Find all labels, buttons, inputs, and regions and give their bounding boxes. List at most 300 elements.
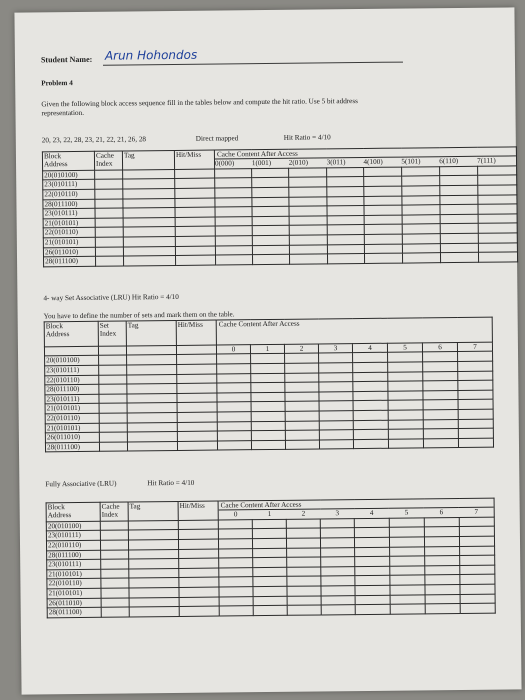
blank-cell [179, 568, 219, 578]
blank-cell [177, 364, 217, 374]
blank-cell [364, 234, 402, 244]
blank-cell [423, 429, 458, 439]
header-block: Block [47, 503, 65, 512]
blank-cell [101, 598, 129, 608]
blank-cell [364, 176, 402, 186]
blank-cell [390, 604, 425, 614]
blank-cell [388, 371, 423, 381]
blank-cell [179, 606, 219, 616]
blank-cell [123, 256, 175, 266]
blank-cell [389, 527, 424, 537]
way-label: 3 [318, 344, 352, 354]
blank-cell [286, 538, 320, 548]
blank-cell [128, 530, 178, 540]
blank-cell [319, 391, 353, 401]
blank-cell [99, 423, 127, 433]
blank-cell [252, 245, 289, 255]
blank-cell [129, 568, 179, 578]
blank-cell [123, 169, 175, 179]
blank-cell [353, 362, 388, 372]
blank-cell [217, 440, 251, 450]
blank-cell [175, 236, 215, 246]
blank-cell [354, 528, 389, 538]
header-block: Block [43, 152, 62, 161]
header-index: Index [95, 160, 113, 169]
blank-cell [123, 217, 175, 227]
fully-col-cache-index [100, 502, 128, 521]
blank-cell [217, 412, 251, 422]
blank-cell [460, 603, 495, 613]
blank-cell [402, 253, 440, 263]
blank-cell [252, 206, 289, 216]
blank-cell [327, 186, 364, 196]
blank-cell [100, 521, 128, 531]
direct-col-hitmiss: Hit/Miss [174, 150, 214, 169]
block-address-cell: 28(011100) [43, 199, 95, 209]
block-address-cell: 23(010111) [45, 394, 99, 404]
blank-cell [219, 587, 253, 597]
blank-cell [319, 411, 353, 421]
block-address-cell: 22(010110) [46, 540, 100, 550]
problem-number: Problem 4 [41, 79, 73, 88]
blank-cell [289, 244, 327, 254]
blank-cell [458, 361, 493, 371]
way-label: 6 [422, 343, 457, 353]
blank-cell [440, 204, 478, 214]
block-address-cell: 21(010101) [45, 404, 99, 414]
blank-cell [424, 517, 459, 527]
blank-cell [123, 227, 175, 237]
blank-cell [353, 410, 388, 420]
blank-cell [99, 394, 127, 404]
blank-cell [175, 255, 215, 265]
blank-cell [458, 380, 493, 390]
blank-cell [353, 353, 388, 363]
blank-cell [390, 546, 425, 556]
blank-cell [319, 382, 353, 392]
blank-cell [440, 214, 478, 224]
blank-cell [458, 371, 493, 381]
blank-cell [123, 179, 175, 189]
blank-cell [389, 537, 424, 547]
blank-cell [123, 236, 175, 246]
blank-cell [179, 549, 219, 559]
blank-cell [285, 373, 319, 383]
blank-cell [353, 439, 388, 449]
blank-cell [253, 558, 287, 568]
blank-cell [458, 400, 493, 410]
blank-cell [289, 196, 327, 206]
blank-cell [285, 430, 319, 440]
blank-cell [252, 538, 286, 548]
blank-cell [289, 254, 327, 264]
blank-cell [175, 198, 215, 208]
blank-cell [285, 363, 319, 373]
worksheet-page [14, 7, 521, 694]
block-address-cell: 21(010101) [47, 588, 101, 598]
blank-cell [287, 567, 321, 577]
blank-cell [253, 605, 287, 615]
blank-cell [390, 594, 425, 604]
blank-cell [289, 177, 327, 187]
blank-cell [423, 400, 458, 410]
blank-cell [99, 365, 127, 375]
block-address-cell: 28(011100) [45, 442, 99, 452]
blank-cell [175, 226, 215, 236]
blank-cell [95, 227, 123, 237]
blank-cell [285, 421, 319, 431]
blank-cell [177, 374, 217, 384]
blank-cell [253, 586, 287, 596]
blank-cell [177, 412, 217, 422]
blank-cell [321, 576, 355, 586]
blank-cell [252, 519, 286, 529]
block-address-cell: 26(011010) [45, 432, 99, 442]
blank-cell [99, 432, 127, 442]
blank-cell [402, 176, 440, 186]
blank-cell [219, 596, 253, 606]
blank-cell [388, 439, 423, 449]
block-address-cell: 20(010100) [46, 521, 100, 531]
direct-hit-ratio: Hit Ratio = 4/10 [283, 133, 331, 142]
blank-cell [423, 390, 458, 400]
blank-cell [327, 225, 364, 235]
blank-cell [129, 549, 179, 559]
blank-cell [99, 442, 127, 452]
blank-cell [251, 411, 285, 421]
blank-cell [458, 419, 493, 429]
blank-cell [251, 430, 285, 440]
blank-cell [289, 235, 327, 245]
way-label: 5 [387, 343, 422, 353]
blank-cell [252, 226, 289, 236]
blank-cell [285, 401, 319, 411]
block-address-cell: 21(010101) [43, 218, 95, 228]
blank-cell [127, 432, 177, 442]
block-address-cell: 20(010100) [45, 356, 99, 366]
blank-cell [99, 403, 127, 413]
blank-cell [353, 420, 388, 430]
blank-cell [478, 252, 517, 262]
blank-cell [127, 393, 177, 403]
blank-cell [458, 390, 493, 400]
fully-table [46, 498, 496, 618]
blank-cell [321, 566, 355, 576]
blank-cell [95, 170, 123, 180]
blank-cell [44, 346, 98, 356]
blank-cell [215, 226, 252, 236]
blank-cell [458, 428, 493, 438]
blank-cell [353, 372, 388, 382]
blank-cell [458, 352, 493, 362]
blank-cell [425, 604, 460, 614]
blank-cell [127, 412, 177, 422]
blank-cell [364, 205, 402, 215]
blank-cell [320, 528, 354, 538]
blank-cell [127, 403, 177, 413]
blank-cell [327, 244, 364, 254]
blank-cell [327, 215, 364, 225]
blank-cell [289, 216, 327, 226]
blank-cell [177, 383, 217, 393]
blank-cell [327, 254, 364, 264]
direct-col-block [42, 151, 94, 170]
blank-cell [364, 224, 402, 234]
blank-cell [175, 188, 215, 198]
blank-cell [251, 373, 285, 383]
blank-cell [215, 216, 252, 226]
blank-cell [126, 345, 176, 355]
way-label: 2 [286, 509, 320, 519]
blank-cell [289, 187, 327, 197]
blank-cell [175, 246, 215, 256]
blank-cell [478, 194, 517, 204]
blank-cell [99, 384, 127, 394]
header-address: Address [47, 511, 72, 520]
blank-cell [353, 391, 388, 401]
blank-cell [127, 441, 177, 451]
blank-cell [402, 205, 440, 215]
blank-cell [327, 234, 364, 244]
blank-cell [364, 244, 402, 254]
blank-cell [177, 402, 217, 412]
blank-cell [179, 597, 219, 607]
block-address-cell: 28(011100) [47, 607, 101, 617]
blank-cell [253, 548, 287, 558]
blank-cell [388, 410, 423, 420]
blank-cell [217, 354, 251, 364]
blank-cell [218, 529, 252, 539]
header-address: Address [45, 330, 70, 339]
blank-cell [101, 578, 129, 588]
blank-cell [218, 539, 252, 549]
way-label: 7 [457, 342, 492, 352]
block-address-cell: 23(010111) [43, 180, 95, 190]
blank-cell [319, 439, 353, 449]
direct-mapped-label: Direct mapped [195, 134, 239, 143]
blank-cell [175, 217, 215, 227]
way-label: 3 [320, 509, 354, 519]
blank-cell [95, 237, 123, 247]
blank-cell [478, 233, 517, 243]
blank-cell [127, 422, 177, 432]
content-header-label: Cache Content After Access [218, 319, 300, 329]
access-sequence: 20, 23, 22, 28, 23, 21, 22, 21, 26, 28 [41, 135, 147, 145]
way-label: 0 [216, 345, 250, 355]
header-block: Block [45, 322, 63, 331]
blank-cell [127, 384, 177, 394]
blank-cell [319, 363, 353, 373]
blank-cell [219, 606, 253, 616]
blank-cell [252, 529, 286, 539]
blank-cell [364, 215, 402, 225]
way-label: 5 [389, 508, 424, 518]
fully-col-block [46, 502, 100, 521]
line-label: 1(001) [252, 158, 289, 168]
blank-cell [129, 597, 179, 607]
blank-cell [101, 607, 129, 617]
blank-cell [253, 577, 287, 587]
blank-cell [425, 546, 460, 556]
student-name-handwritten: Arun Hohondos [104, 47, 198, 63]
block-address-cell: 28(011100) [44, 256, 96, 266]
block-address-cell: 22(010110) [43, 228, 95, 238]
blank-cell [354, 518, 389, 528]
blank-cell [179, 577, 219, 587]
blank-cell [425, 565, 460, 575]
instructions-line-1: Given the following block access sequence fill in the tables below and compute the hit ratio. Use 5 bit address [41, 97, 358, 109]
blank-cell [402, 234, 440, 244]
blank-cell [321, 595, 355, 605]
line-label: 7(111) [477, 156, 516, 166]
blank-cell [425, 556, 460, 566]
blank-cell [390, 575, 425, 585]
header-index: Index [101, 510, 119, 520]
line-label: 2(010) [289, 158, 327, 168]
blank-cell [440, 233, 478, 243]
blank-cell [128, 520, 178, 530]
fourway-col-content [216, 317, 492, 345]
blank-cell [460, 584, 495, 594]
blank-cell [355, 595, 390, 605]
blank-cell [178, 539, 218, 549]
blank-cell [129, 607, 179, 617]
content-header-label: Cache Content After Access [220, 500, 302, 510]
blank-cell [321, 547, 355, 557]
blank-cell [478, 166, 517, 176]
block-address-cell: 22(010110) [43, 189, 95, 199]
blank-cell [99, 375, 127, 385]
blank-cell [327, 177, 364, 187]
header-cache: Cache [101, 502, 120, 511]
blank-cell [251, 363, 285, 373]
blank-cell [285, 353, 319, 363]
block-address-cell: 22(010110) [47, 579, 101, 589]
blank-cell [215, 178, 252, 188]
blank-cell [177, 441, 217, 451]
blank-cell [440, 185, 478, 195]
way-label: 4 [352, 343, 387, 353]
blank-cell [355, 585, 390, 595]
blank-cell [353, 401, 388, 411]
fourway-col-block [44, 321, 98, 347]
line-label: 5(101) [401, 157, 439, 167]
blank-cell [423, 362, 458, 372]
blank-cell [424, 537, 459, 547]
blank-cell [287, 548, 321, 558]
blank-cell [128, 539, 178, 549]
blank-cell [355, 576, 390, 586]
fourway-table [44, 317, 494, 453]
student-name-label: Student Name: [40, 54, 93, 65]
blank-cell [218, 519, 252, 529]
blank-cell [364, 186, 402, 196]
blank-cell [364, 167, 402, 177]
blank-cell [289, 206, 327, 216]
blank-cell [402, 224, 440, 234]
blank-cell [217, 383, 251, 393]
blank-cell [217, 431, 251, 441]
blank-cell [354, 537, 389, 547]
blank-cell [459, 517, 494, 527]
blank-cell [390, 566, 425, 576]
blank-cell [99, 355, 127, 365]
blank-cell [101, 559, 129, 569]
block-address-cell: 20(010100) [43, 170, 95, 180]
blank-cell [458, 409, 493, 419]
blank-cell [425, 584, 460, 594]
blank-cell [219, 548, 253, 558]
blank-cell [177, 431, 217, 441]
blank-cell [215, 236, 252, 246]
blank-cell [178, 520, 218, 530]
blank-cell [215, 245, 252, 255]
blank-cell [478, 204, 517, 214]
blank-cell [219, 558, 253, 568]
blank-cell [175, 207, 215, 217]
blank-cell [252, 254, 289, 264]
blank-cell [440, 195, 478, 205]
blank-cell [319, 401, 353, 411]
blank-cell [478, 214, 517, 224]
blank-cell [423, 409, 458, 419]
blank-cell [285, 382, 319, 392]
blank-cell [289, 225, 327, 235]
blank-cell [129, 559, 179, 569]
blank-cell [175, 169, 215, 179]
blank-cell [96, 256, 124, 266]
header-cache: Cache [95, 151, 114, 160]
blank-cell [287, 605, 321, 615]
blank-cell [402, 214, 440, 224]
instructions-line-2: representation. [41, 108, 85, 118]
blank-cell [127, 355, 177, 365]
block-address-cell: 26(011010) [43, 247, 95, 257]
blank-cell [388, 391, 423, 401]
blank-cell [460, 546, 495, 556]
blank-cell [99, 413, 127, 423]
blank-cell [217, 364, 251, 374]
blank-cell [478, 185, 517, 195]
blank-cell [459, 527, 494, 537]
blank-cell [127, 374, 177, 384]
blank-cell [319, 353, 353, 363]
blank-cell [285, 411, 319, 421]
blank-cell [353, 381, 388, 391]
blank-cell [251, 421, 285, 431]
blank-cell [319, 372, 353, 382]
fourway-title: 4- way Set Associative (LRU) Hit Ratio = 4/10 [43, 292, 179, 303]
blank-cell [423, 419, 458, 429]
blank-cell [319, 420, 353, 430]
blank-cell [215, 188, 252, 198]
block-address-cell: 21(010101) [45, 423, 99, 433]
line-label: 4(100) [363, 157, 401, 167]
direct-col-content [214, 147, 516, 169]
blank-cell [101, 588, 129, 598]
blank-cell [253, 596, 287, 606]
line-label: 3(011) [327, 157, 364, 167]
blank-cell [388, 400, 423, 410]
blank-cell [287, 596, 321, 606]
fourway-note: You have to define the number of sets and mark them on the table. [43, 310, 235, 321]
blank-cell [478, 223, 517, 233]
blank-cell [217, 392, 251, 402]
blank-cell [327, 167, 364, 177]
blank-cell [129, 578, 179, 588]
blank-cell [123, 188, 175, 198]
block-address-cell: 26(011010) [47, 598, 101, 608]
